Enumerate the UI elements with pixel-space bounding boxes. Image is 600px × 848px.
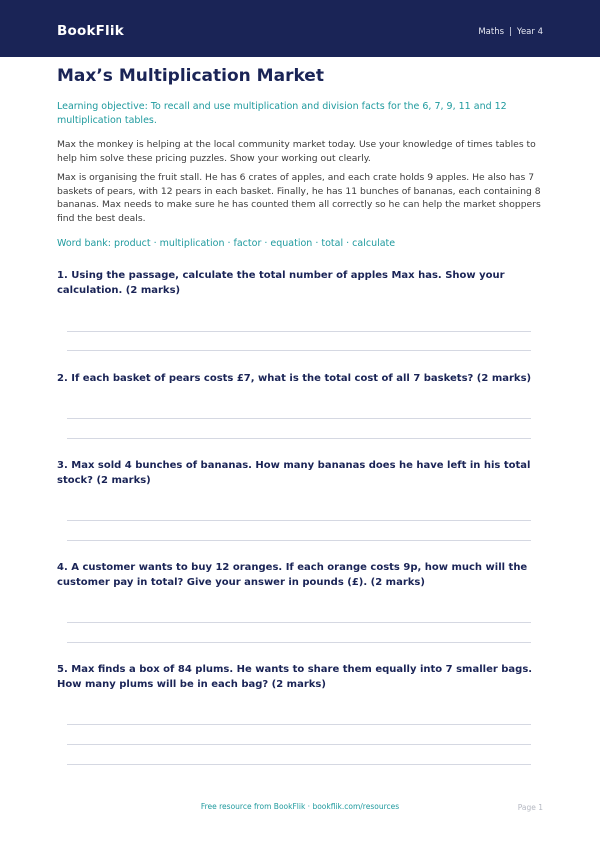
question-3: 3. Max sold 4 bunches of bananas. How many bananas does he have left in his total stock? (2 marks) bbox=[57, 460, 531, 486]
question-2: 2. If each basket of pears costs £7, what is the total cost of all 7 baskets? (2 marks) bbox=[57, 373, 532, 384]
subject-label: Maths bbox=[478, 27, 505, 37]
question-1: 1. Using the passage, calculate the total number of apples Max has. Show your calculation. (2 marks) bbox=[57, 270, 505, 296]
word-bank: Word bank: product · multiplication · factor · equation · total · calculate bbox=[57, 238, 396, 249]
subject-year-label bbox=[478, 27, 543, 37]
intro-paragraph: Max the monkey is helping at the local community market today. Use your knowledge of times tables to help him solve these pricing puzzles. Show your working out clearly. bbox=[57, 139, 536, 164]
answer-line bbox=[67, 642, 531, 643]
passage-paragraph: Max is organising the fruit stall. He has 6 crates of apples, and each crate holds 9 apples. He also has 7 baskets of pears, with 12 pears in each basket. Finally, he has 11 bunches of bananas, each containing 8 bananas. Max needs to make sure he has counted them all correctly so he can help the market shoppers find the best deals. bbox=[57, 172, 541, 224]
answer-line bbox=[67, 520, 531, 521]
header-separator: | bbox=[509, 27, 512, 37]
brand-logo: BookFlik bbox=[57, 23, 124, 39]
answer-line bbox=[67, 744, 531, 745]
answer-line bbox=[67, 418, 531, 419]
answer-line bbox=[67, 331, 531, 332]
year-label: Year 4 bbox=[516, 27, 543, 37]
answer-line bbox=[67, 350, 531, 351]
worksheet-title: Max’s Multiplication Market bbox=[57, 66, 324, 86]
page-number: Page 1 bbox=[517, 803, 543, 812]
learning-objective: Learning objective: To recall and use multiplication and division facts for the 6, 7, 9, 11 and 12 multiplication tables. bbox=[57, 101, 507, 126]
answer-line bbox=[67, 724, 531, 725]
question-4: 4. A customer wants to buy 12 oranges. If each orange costs 9p, how much will the customer pay in total? Give your answer in pounds (£). (2 marks) bbox=[57, 562, 528, 588]
answer-line bbox=[67, 540, 531, 541]
page-header bbox=[0, 0, 600, 57]
answer-line bbox=[67, 764, 531, 765]
answer-line bbox=[67, 438, 531, 439]
question-5: 5. Max finds a box of 84 plums. He wants to share them equally into 7 smaller bags. How many plums will be in each bag? (2 marks) bbox=[57, 664, 533, 690]
footer-credit: Free resource from BookFlik · bookflik.com/resources bbox=[200, 802, 400, 811]
answer-line bbox=[67, 622, 531, 623]
